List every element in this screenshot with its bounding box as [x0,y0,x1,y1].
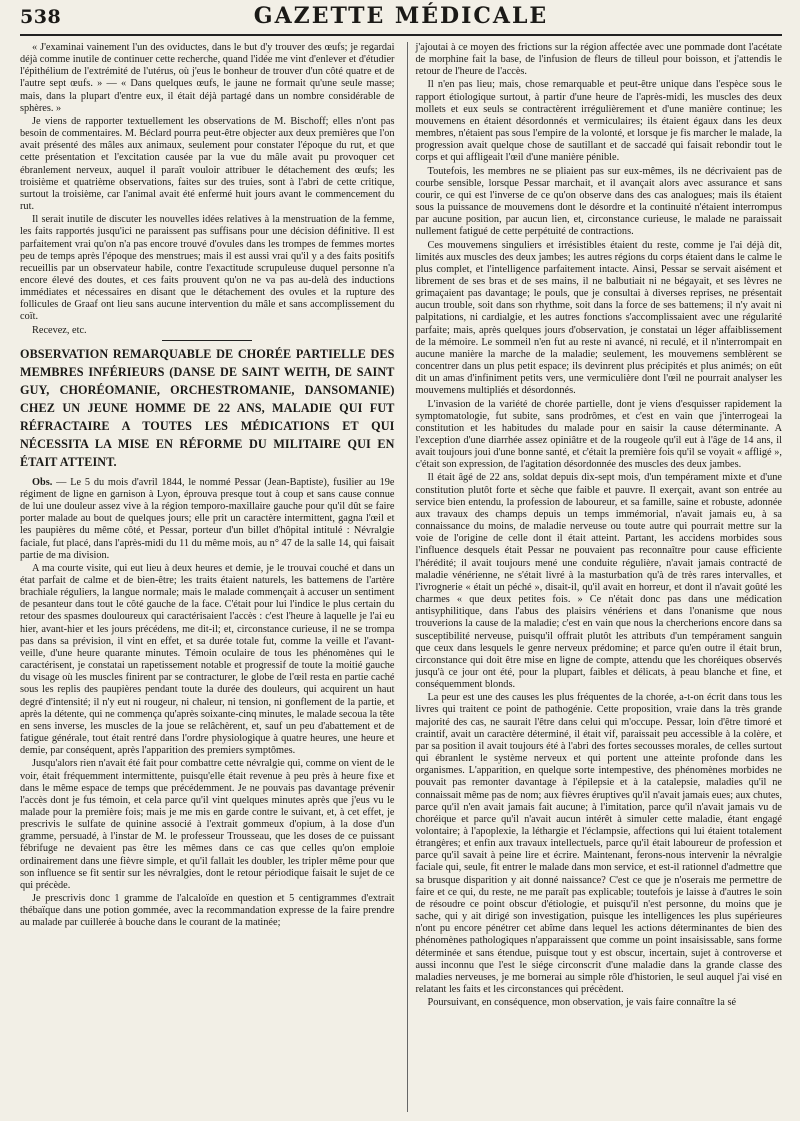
observation-paragraph: Jusqu'alors rien n'avait été fait pour combattre cette névralgie qui, comme on vient de le voir, était fréquemment intermittente, puisqu'elle était revenue à peu près à heure fixe et dans le même espace de temps que précédemment. Je ne pouvais pas davantage prévenir l'accès dont je fus témoin, et cela parce qu'il vint quelques minutes après que j'eus vu le malade pour la première fois; mais je me mis en garde contre le suivant, et, à cet effet, je prescrivis le sulfate de quinine associé à l'extrait gommeux d'opium, à la dose d'un gramme, persuadé, à l'instar de M. le professeur Trousseau, que les doses de ce puissant fébrifuge ne devaient pas être les mêmes dans ce cas que celles qu'on emploie ordinairement dans une fièvre simple, et qu'il fallait les doubler, les tripler même pour que son influence se fit sentir sur les névralgies, dont le retour périodique faisait le sujet de ce qui précède. [20,758,395,891]
observation-paragraph: L'invasion de la variété de chorée partielle, dont je viens d'esquisser rapidement la symptomatologie, fut subite, sans prodrômes, et c'est en vain que j'interrogeai la constitution et les habitudes du malade pour en saisir la cause déterminante. A l'exception d'une diarrhée assez opiniâtre et de la rougeole qu'il eut à l'âge de 14 ans, il avait toujours joui d'une bonne santé, et c'était la première fois qu'il se voyait « affligé », c'était son expression, de l'agitation désordonnée des muscles des deux jambes. [415,398,782,471]
section-divider [162,340,252,341]
observation-paragraph: Je prescrivis donc 1 gramme de l'alcaloïde en question et 5 centigrammes d'extrait thébaïque dans une potion gommée, avec la recommandation expresse de la faire prendre au malade par cuillerée à bouche dans le courant de la matinée; [20,893,395,929]
masthead [20,0,782,36]
letter-paragraph: « J'examinai vainement l'un des oviductes, dans le but d'y trouver des œufs; je regardai déjà comme inutile de continuer cette recherche, quand l'idée me vint d'enlever et d'étudier l'épithélium de l'extrémité de l'utérus, où j'eus le bonheur de trouver d'un côté quatre et de l'autre sept œufs. » — « Dans quelques œufs, le jaune ne formait qu'une seule masse; mais, dans la plupart d'entre eux, il était déjà partagé dans un nombre considérable de sphères. » [20,42,395,114]
observation-paragraph: A ma courte visite, qui eut lieu à deux heures et demie, je le trouvai couché et dans un état parfait de calme et de bien-être; les traits étaient naturels, les battemens de l'artère brachiale réguliers, la langue normale; mais le malade commençait à accuser un sentiment de pesanteur dans tout le côté gauche de la face. C'était pour lui l'indice le plus certain du retour des spasmes douloureux qui caractérisaient l'accès : c'est l'heure à laquelle je l'ai eu hier, avant-hier et les jours précédens, me dit-il; et, circonstance curieuse, il ne se trompa pas dans sa prévision, il vint en effet, et sa durée totale fut, comme la veille et l'avant-veille, d'une heure quarante minutes. Témoin oculaire de tous les phénomènes qui le caractérisent, je constatai un rapetissement notable et progressif de toute la moitié gauche du visage où les muscles finirent par se contracturer, le globe de l'œil resta en partie caché sous les replis des paupières pendant toute la durée des douleurs, qui acquirent un haut degré d'intensité; il n'y eut ni rougeur, ni chaleur, ni tension, ni gonflement de la partie, et après la détente, qui ne commença qu'après soixante-cinq minutes, le malade secoua la tête en sens inverse, les muscles de la joue se relâchèrent, et, sauf un peu d'abattement et de fatigue générale, tout était rentré dans l'ordre physiologique à quatre heures, une heure et demie, par conséquent, après l'apparition des premiers symptômes. [20,562,395,757]
observation-text: — Le 5 du mois d'avril 1844, le nommé Pessar (Jean-Baptiste), fusilier au 19e régiment de ligne en garnison à Lyon, éprouva presque tout à coup et sans cause connue de lui une douleur assez vive à la région temporo-maxillaire gauche pour qu'il dût se faire porter malade au bout de quelques jours; elle prit un caractère intermittent, gagna l'œil et les paupières du même côté, et Pessar, porteur d'un billet d'hôpital intitulé : Névralgie faciale, fut placé, dans l'après-midi du 11 du même mois, au n° 47 de la salle 14, qui faisait partie de ma division. [20,476,395,561]
letter-paragraph: Je viens de rapporter textuellement les observations de M. Bischoff; elles n'ont pas besoin de commentaires. M. Béclard pourra peut-être objecter aux deux premières que l'on avait présenté des mâles aux animaux, seulement pour constater l'époque du rut, et que cette présentation et l'excitation causée par la vue du mâle avait pu provoquer cet ébranlement nerveux, auquel il paraît vouloir attribuer le détachement des œufs; les troisième et quatrième observations, faites sur des truies, sont à l'abri de cette critique, surtout la troisième, car l'animal avait été enfermé huit jours avant le commencement du rut. [20,115,395,213]
journal-title: GAZETTE MÉDICALE [253,3,549,29]
observation-paragraph: Il était âgé de 22 ans, soldat depuis dix-sept mois, d'un tempérament mixte et d'une constitution plutôt forte et sèche que faible et pauvre. Il exerçait, avant son entrée au service bien entendu, la profession de laboureur, et sa famille, saine et robuste, adonnée aux travaux des champs depuis un temps immémorial, n'avait jamais eu, à sa connaissance du moins, de maladie nerveuse ou toute autre qui pourrait mettre sur la voie de l'origine de celle dont il était atteint. Partant, les accidens morbides sous l'influence desquels était Pessar ne pouvaient pas reconnaître pour cause efficiente l'hérédité; il avait toujours mené une conduite régulière, n'avait jamais contracté de maladie vénérienne, ne s'était livré à la masturbation qu'à de très rares intervalles, et l'ivrognerie « était un péché », disait-il, qu'il avait en horreur, et dont il n'avait goûté les charmes « que deux petites fois. » Ce n'était donc pas dans une médication antisyphilitique, dans l'abus des plaisirs vénériens et dans l'onanisme que nous trouverions la cause de la maladie; c'est en vain que nous la chercherions encore dans sa susceptibilité nerveuse, puisqu'il offrait plutôt les attributs d'un tempérament sanguin que ceux dans lesquels le genre nerveux prédomine; et parce qu'en outre il était brun, circonstance qui doit être mise en ligne de compte, attendu que les choréiques observés jusqu'à ce jour ont été, pour la plupart, faibles et délicats, à peau blanche et fine, et conséquemment blonds. [415,472,782,691]
right-column [407,42,783,1112]
observation-paragraph: La peur est une des causes les plus fréquentes de la chorée, a-t-on écrit dans tous les livres qui traitent ce point de pathogénie. Cette proposition, vraie dans la très grande majorité des cas, ne saurait l'être dans celui qui m'occupe. Pessar, loin d'être timoré et craintif, avait un caractère déterminé, il était vif, paraissait peu accessible à la colère, et par sa position il avait toujours été à l'abri des fortes secousses morales, de celles surtout qui ébranlent le système nerveux et qui portent une atteinte profonde dans les organismes. L'apparition, en quelque sorte intempestive, des phénomènes morbides ne pouvait pas remonter davantage à l'épilepsie et à la catalepsie, maladies qu'il ne connaissait même pas de nom; aux fièvres éruptives qu'il n'avait jamais eues; aux chutes, parce qu'il n'en avait jamais fait aucune; à l'imitation, parce qu'il n'avait jamais vu de choréique et parce qu'il n'avait aucun intérêt à simuler cette maladie, étant engagé volontaire; à l'apoplexie, la léthargie et l'éclampsie, affections qui lui étaient totalement étrangères; et enfin aux travaux intellectuels, parce qu'il était laboureur de profession et parce qu'il savait à peine lire et écrire. Maintenant, ferons-nous intervenir la névralgie faciale qui, seule, fit entrer le malade dans mon service, et est-il rationnel d'admettre que sa brusque disparition y ait donné naissance? C'est ce que je n'oserais me permettre de faire et ce qui, du reste, ne me paraît pas explicable; toutefois je laisse à d'autres le soin de résoudre ce point obscur d'étiologie, et puisqu'il n'est personne, du moins que je sache, qui y ait dirigé son investigation, puisque les intelligences les plus supérieures n'ont pu encore pénétrer cet abîme dans lequel les actions déterminantes de bien des phénomènes pathologiques n'apparaissent que comme un point insaisissable, sans forme déterminée et sans étendue, puisque tout y est obscur, incertain, sujet à controverse et aussi inconnu que l'est le siége circonscrit d'une maladie dans la grande classe des maladies nerveuses, je me bornerai au simple rôle d'historien, le seul auquel j'ai visé en relatant les faits et les circonstances qui précèdent. [415,692,782,996]
observation-paragraph: Poursuivant, en conséquence, mon observation, je vais faire connaître la sé [427,997,737,1009]
observation-label: Obs. [32,476,53,488]
text-columns [20,42,782,1112]
letter-closing: Recevez, etc. [32,324,87,336]
letter-paragraph: Il serait inutile de discuter les nouvelles idées relatives à la menstruation de la femme, les faits rapportés jusqu'ici ne paraissent pas suffisans pour une décision définitive. Il est parfaitement vrai qu'on n'a pas encore trouvé d'ovules dans les trompes de femmes mortes peu de temps après l'époque des menstrues; mais il est aussi vrai qu'il y a des faits positifs recueillis par un observateur habile, contre l'exactitude scrupuleuse duquel personne n'a encore élevé des doutes, et ces faits prouvent qu'on ne va pas au-delà des inductions immédiates et nécessaires en disant que le détachement des ovules et la rupture des follicules de Graaf ont lieu sans aucune intervention du mâle et sans accomplissement du coït. [20,214,395,323]
continued-paragraph: j'ajoutai à ce moyen des frictions sur la région affectée avec une pommade dont l'acétate de morphine fait la base, de l'infusion de fleurs de tilleul pour boisson, et j'attendis le retour de l'heure de l'accès. [415,42,782,78]
observation-intro [20,477,395,562]
page-number: 538 [20,6,62,28]
observation-paragraph: Ces mouvemens singuliers et irrésistibles étaient du reste, comme je l'ai déjà dit, limités aux muscles des deux jambes; les autres régions du corps étaient dans le calme le plus complet, et l'intelligence parfaitement intacte. Ainsi, Pessar se servait aisément et librement de ses bras et de ses mains, il ne balbutiait ni ne bégayait, et ses lèvres ne grimaçaient pas davantage; le pouls, que je consultai à diverses reprises, ne présentait aucun trouble, soit dans son rhythme, soit dans la force de ses battemens; il n'y avait ni palpitations, ni cardialgie, et les autres fonctions s'accomplissaient avec une régularité parfaite; mais, après quelques jours d'observation, je constatai un léger affaiblissement de la mémoire. Le sommeil n'en fut au reste ni avancé, ni reculé, et il n'interrompait en aucune manière la marche de la maladie; seulement, les mouvemens semblèrent se concentrer dans un plus petit espace; ils devinrent plus précipités et plus animés; on eût dit un amas d'infiniment petits vers, une vermiculière dont l'œil ne pourrait analyser les mouvemens multipliés et désordonnés. [415,239,782,397]
article-title: OBSERVATION REMARQUABLE DE CHORÉE PARTIELLE DES MEMBRES INFÉRIEURS (DANSE DE SAINT WEITH, DE SAINT GUY, CHORÉOMANIE, ORCHESTROMANIE, DANSOMANIE) CHEZ UN JEUNE HOMME DE 22 ANS, MALADIE QUI FUT RÉFRACTAIRE A TOUTES LES MÉDICATIONS ET QUI NÉCESSITA LA MISE EN RÉFORME DU MILITAIRE QUI EN ÉTAIT ATTEINT. [20,346,395,469]
left-column [20,42,395,1112]
observation-paragraph: Toutefois, les membres ne se pliaient pas sur eux-mêmes, ils ne décrivaient pas de courbe sensible, lorsque Pessar marchait, et il avançait alors avec assurance et sans courir, ce qui est l'inverse de ce qu'on observe dans des cas analogues; mais ils étaient sous la puissance de mouvemens dont le désordre et la continuité n'étaient interrompus par aucune position, par aucun lien, et, circonstance curieuse, le malade ne paraissait nullement fatigué de cette perpétuité de contractions. [415,165,782,238]
observation-paragraph: Il n'en pas lieu; mais, chose remarquable et peut-être unique dans l'espèce sous le rapport étiologique surtout, à partir d'une heure de l'après-midi, les muscles des deux mollets et eux seuls se contractèrent irrégulièrement et d'une manière continue; les mouvemens en étaient désordonnés et vermiculaires; ils étaient égaux dans les deux membres, n'étaient pas sous l'empire de la volonté, et lorsque je fis marcher le malade, la progression avait quelque chose de sautillant et de saccadé qui faisait rebondir tout le corps et qui affligeait l'œil d'une manière pénible. [415,79,782,164]
